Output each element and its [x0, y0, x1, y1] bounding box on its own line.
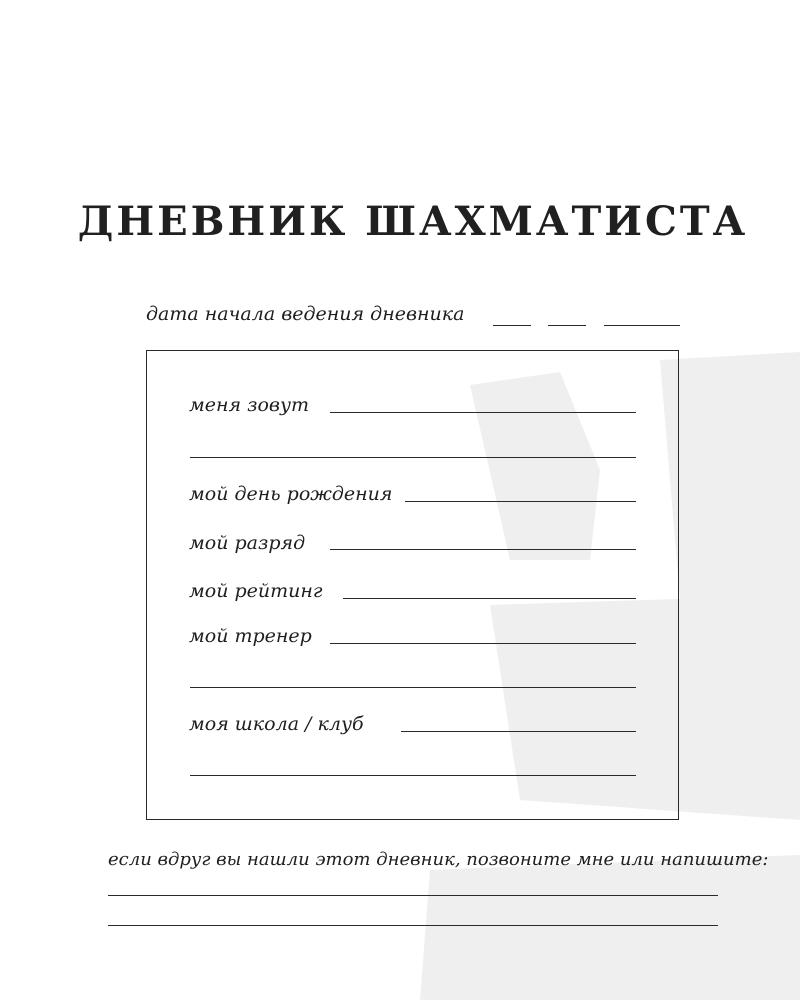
page-title: ДНЕВНИК ШАХМАТИСТА — [77, 198, 749, 245]
start-date-label: дата начала ведения дневника — [146, 303, 465, 325]
rank-label: мой разряд — [189, 532, 306, 554]
birthday-field[interactable] — [405, 501, 636, 502]
rating-field[interactable] — [343, 598, 636, 599]
school-field-continued[interactable] — [190, 775, 636, 776]
coach-field-continued[interactable] — [190, 687, 636, 688]
date-year-field[interactable] — [604, 325, 680, 326]
date-month-field[interactable] — [548, 325, 586, 326]
found-notice-label: если вдруг вы нашли этот дневник, позвоните мне или напишите: — [108, 849, 769, 870]
coach-field[interactable] — [330, 643, 636, 644]
coach-label: мой тренер — [189, 625, 312, 647]
name-field-continued[interactable] — [190, 457, 636, 458]
school-label: моя школа / клуб — [189, 713, 364, 735]
contact-field-2[interactable] — [108, 925, 718, 926]
birthday-label: мой день рождения — [189, 483, 393, 505]
name-label: меня зовут — [189, 394, 310, 416]
name-field[interactable] — [330, 412, 636, 413]
date-day-field[interactable] — [493, 325, 531, 326]
rating-label: мой рейтинг — [189, 580, 323, 602]
contact-field-1[interactable] — [108, 895, 718, 896]
school-field[interactable] — [401, 731, 636, 732]
rank-field[interactable] — [330, 549, 636, 550]
